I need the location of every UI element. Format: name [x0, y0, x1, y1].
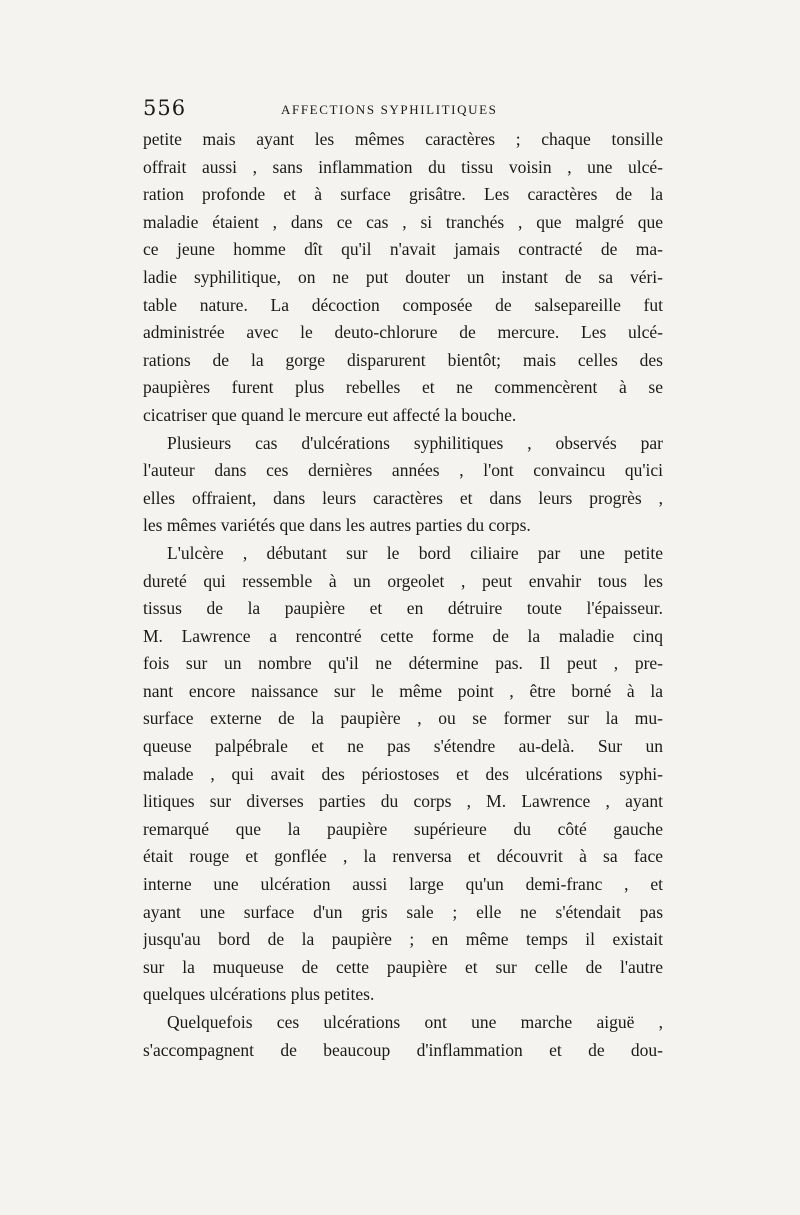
- text-line: elles offraient, dans leurs caractères et dans leurs progrès ,: [143, 487, 663, 508]
- text-line: rations de la gorge disparurent bientôt; mais celles des: [143, 349, 663, 370]
- text-line: était rouge et gonflée , la renversa et découvrit à sa face: [143, 846, 663, 867]
- text-line: petite mais ayant les mêmes caractères ; chaque tonsille: [143, 129, 663, 149]
- text-line: ration profonde et à surface grisâtre. Les caractères de la: [143, 184, 663, 205]
- text-line: remarqué que la paupière supérieure du côté gauche: [143, 818, 663, 839]
- paragraph-start-line: Plusieurs cas d'ulcérations syphilitiques , observés par: [167, 432, 663, 453]
- text-line: litiques sur diverses parties du corps , M. Lawrence , ayant: [143, 791, 663, 812]
- text-line: administrée avec le deuto-chlorure de mercure. Les ulcé-: [143, 322, 663, 343]
- text-line: nant encore naissance sur le même point , être borné à la: [143, 680, 663, 701]
- text-line: s'accompagnent de beaucoup d'inflammation et de dou-: [143, 1039, 663, 1060]
- text-line: queuse palpébrale et ne pas s'étendre au-delà. Sur un: [143, 736, 663, 757]
- text-line: offrait aussi , sans inflammation du tissu voisin , une ulcé-: [143, 156, 663, 177]
- paragraph-end-line: les mêmes variétés que dans les autres parties du corps.: [143, 515, 531, 536]
- text-line: malade , qui avait des périostoses et des ulcérations syphi-: [143, 763, 663, 784]
- text-line: fois sur un nombre qu'il ne détermine pas. Il peut , pre-: [143, 653, 663, 674]
- text-line: M. Lawrence a rencontré cette forme de la maladie cinq: [143, 625, 663, 646]
- body-text: [143, 126, 663, 1064]
- text-line: ce jeune homme dît qu'il n'avait jamais contracté de ma-: [143, 239, 663, 260]
- paragraph-start-line: Quelquefois ces ulcérations ont une marche aiguë ,: [167, 1012, 663, 1032]
- page-number: 556: [143, 96, 187, 120]
- page-header: [143, 96, 663, 126]
- text-line: ayant une surface d'un gris sale ; elle ne s'étendait pas: [143, 901, 663, 922]
- text-line: ladie syphilitique, on ne put douter un instant de sa véri-: [143, 266, 663, 287]
- text-line: table nature. La décoction composée de salsepareille fut: [143, 294, 663, 315]
- text-line: jusqu'au bord de la paupière ; en même temps il existait: [143, 929, 663, 950]
- text-line: l'auteur dans ces dernières années , l'ont convaincu qu'ici: [143, 460, 663, 481]
- paragraph-end-line: cicatriser que quand le mercure eut affecté la bouche.: [143, 404, 517, 425]
- paragraph-end-line: quelques ulcérations plus petites.: [143, 984, 375, 1005]
- text-line: maladie étaient , dans ce cas , si tranchés , que malgré que: [143, 211, 663, 232]
- text-line: paupières furent plus rebelles et ne commencèrent à se: [143, 377, 663, 398]
- paragraph-start-line: L'ulcère , débutant sur le bord ciliaire par une petite: [167, 542, 663, 563]
- text-line: surface externe de la paupière , ou se former sur la mu-: [143, 708, 663, 729]
- text-line: sur la muqueuse de cette paupière et sur celle de l'autre: [143, 956, 663, 977]
- text-line: tissus de la paupière et en détruire toute l'épaisseur.: [143, 598, 663, 619]
- text-line: dureté qui ressemble à un orgeolet , peut envahir tous les: [143, 570, 663, 591]
- text-line: interne une ulcération aussi large qu'un demi-franc , et: [143, 874, 663, 895]
- running-title: AFFECTIONS SYPHILITIQUES: [281, 102, 498, 117]
